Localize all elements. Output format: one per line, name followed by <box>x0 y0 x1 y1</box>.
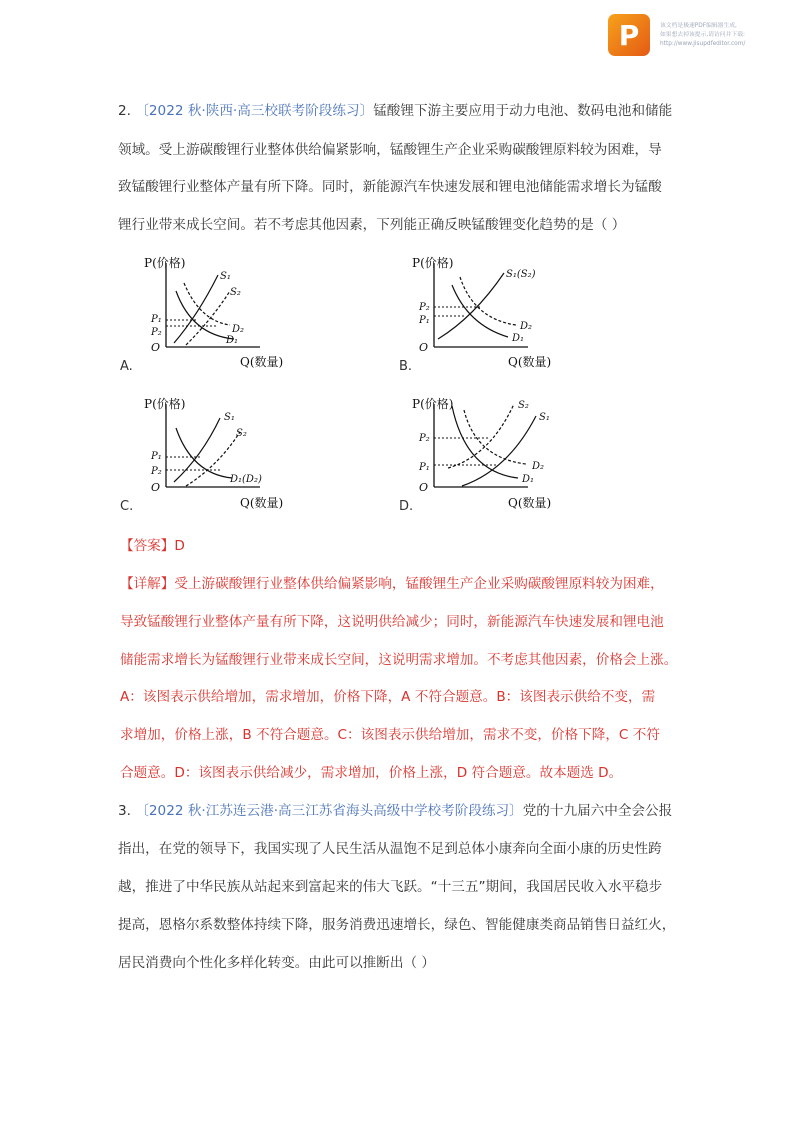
graph-b-p-bottom: P₁ <box>419 315 430 326</box>
graph-c-s2: S₂ <box>236 428 247 439</box>
graph-c-p-bottom: P₂ <box>151 466 162 477</box>
q3-text-line-5: 居民消费向个性化多样化转变。由此可以推断出（ ） <box>118 955 435 971</box>
graph-a-s1: S₁ <box>220 271 231 282</box>
graph-d-s1: S₁ <box>539 412 550 423</box>
graph-c-s1: S₁ <box>224 412 235 423</box>
graph-a-p-bottom: P₂ <box>151 327 162 338</box>
detail-line-6: 合题意。D：该图表示供给减少，需求增加，价格上涨，D 符合题意。故本题选 D。 <box>120 765 623 781</box>
graph-c-origin: O <box>151 481 161 494</box>
q2-text-line-2: 领域。受上游碳酸锂行业整体供给偏紧影响，锰酸锂生产企业采购碳酸锂原料较为困难，导 <box>118 142 662 158</box>
graph-c <box>140 394 310 512</box>
q2-text-line-1: 锰酸锂下游主要应用于动力电池、数码电池和储能 <box>373 103 673 119</box>
graph-a-d2: D₂ <box>232 324 245 335</box>
q2-text-line-4: 锂行业带来成长空间。若不考虑其他因素，下列能正确反映锰酸锂变化趋势的是（ ） <box>118 217 626 233</box>
graph-d-p-top: P₂ <box>419 433 430 444</box>
watermark-line-1: 该文档是极速PDF编辑器生成, <box>660 23 737 29</box>
option-b-label: B. <box>399 359 413 374</box>
q3-text-line-2: 指出，在党的领导下，我国实现了人民生活从温饱不足到总体小康奔向全面小康的历史性跨 <box>118 841 662 857</box>
graph-c-x-axis-label: Q(数量) <box>240 496 284 510</box>
detail-line-4: A：该图表示供给增加，需求增加，价格下降，A 不符合题意。B：该图表示供给不变，需 <box>120 689 656 705</box>
q3-source: 〔2022 秋·江苏连云港·高三江苏省海头高级中学校考阶段练习〕 <box>135 803 523 819</box>
q2-first-line <box>118 101 672 121</box>
detail-line-3: 储能需求增长为锰酸锂行业带来成长空间，这说明需求增加。不考虑其他因素，价格会上涨。 <box>120 652 678 668</box>
graph-b-x-axis-label: Q(数量) <box>508 355 552 369</box>
graph-a-s2: S₂ <box>230 287 241 298</box>
option-d-label: D. <box>399 499 414 514</box>
graph-b-p-top: P₂ <box>419 302 430 313</box>
detail-label: 【详解】 <box>120 576 175 592</box>
graph-a-origin: O <box>151 341 161 354</box>
option-a-label: A. <box>120 359 133 374</box>
answer-line <box>120 536 185 556</box>
q2-source: 〔2022 秋·陕西·高三校联考阶段练习〕 <box>135 103 374 119</box>
q2-number: 2. <box>118 103 131 119</box>
graph-d <box>408 394 578 512</box>
graph-b <box>408 253 578 371</box>
graph-a <box>140 253 310 371</box>
graph-d-d1: D₁ <box>522 474 535 485</box>
graph-c-p-top: P₁ <box>151 451 162 462</box>
q3-text-line-4: 提高，恩格尔系数整体持续下降，服务消费迅速增长，绿色、智能健康类商品销售日益红火， <box>118 917 676 933</box>
graph-d-y-axis-label: P(价格) <box>412 397 454 411</box>
q3-first-line <box>118 801 672 821</box>
graph-a-y-axis-label: P(价格) <box>144 256 186 270</box>
detail-line-2: 导致锰酸锂行业整体产量有所下降，这说明供给减少；同时，新能源汽车快速发展和锂电池 <box>120 614 664 630</box>
detail-line-5: 求增加，价格上涨，B 不符合题意。C：该图表示供给增加，需求不变，价格下降，C 不符 <box>120 727 660 743</box>
answer-value: D <box>174 538 185 554</box>
graph-a-p-top: P₁ <box>151 314 162 325</box>
graph-c-y-axis-label: P(价格) <box>144 397 186 411</box>
graph-b-y-axis-label: P(价格) <box>412 256 454 270</box>
q2-text-line-3: 致锰酸锂行业整体产量有所下降。同时，新能源汽车快速发展和锂电池储能需求增长为锰酸 <box>118 179 662 195</box>
detail-line-1: 【详解】受上游碳酸锂行业整体供给偏紧影响，锰酸锂生产企业采购碳酸锂原料较为困难， <box>120 576 664 592</box>
graph-b-s: S₁(S₂) <box>506 269 536 280</box>
q3-text-line-3: 越，推进了中华民族从站起来到富起来的伟大飞跃。“十三五”期间，我国居民收入水平稳步 <box>118 879 663 895</box>
watermark-line-2: 如果想去掉该提示,请访问并下载: <box>660 32 745 38</box>
graph-d-p-bottom: P₁ <box>419 462 430 473</box>
graph-b-d1: D₁ <box>512 333 525 344</box>
option-c-label: C. <box>120 499 134 514</box>
graph-a-x-axis-label: Q(数量) <box>240 355 284 369</box>
graph-c-d: D₁(D₂) <box>230 474 262 485</box>
graph-b-d2: D₂ <box>520 321 533 332</box>
watermark-line-3: http://www.jisupdfeditor.com/ <box>660 41 746 47</box>
graph-b-origin: O <box>419 341 429 354</box>
graph-d-d2: D₂ <box>532 461 545 472</box>
graph-d-x-axis-label: Q(数量) <box>508 496 552 510</box>
answer-label: 【答案】 <box>120 538 175 554</box>
logo-letter: P <box>618 18 640 52</box>
graph-d-s2: S₂ <box>518 400 529 411</box>
q3-text-line-1: 党的十九届六中全会公报 <box>522 803 673 819</box>
graph-a-d1: D₁ <box>226 335 239 346</box>
graph-d-origin: O <box>419 481 429 494</box>
q3-number: 3. <box>118 803 131 819</box>
